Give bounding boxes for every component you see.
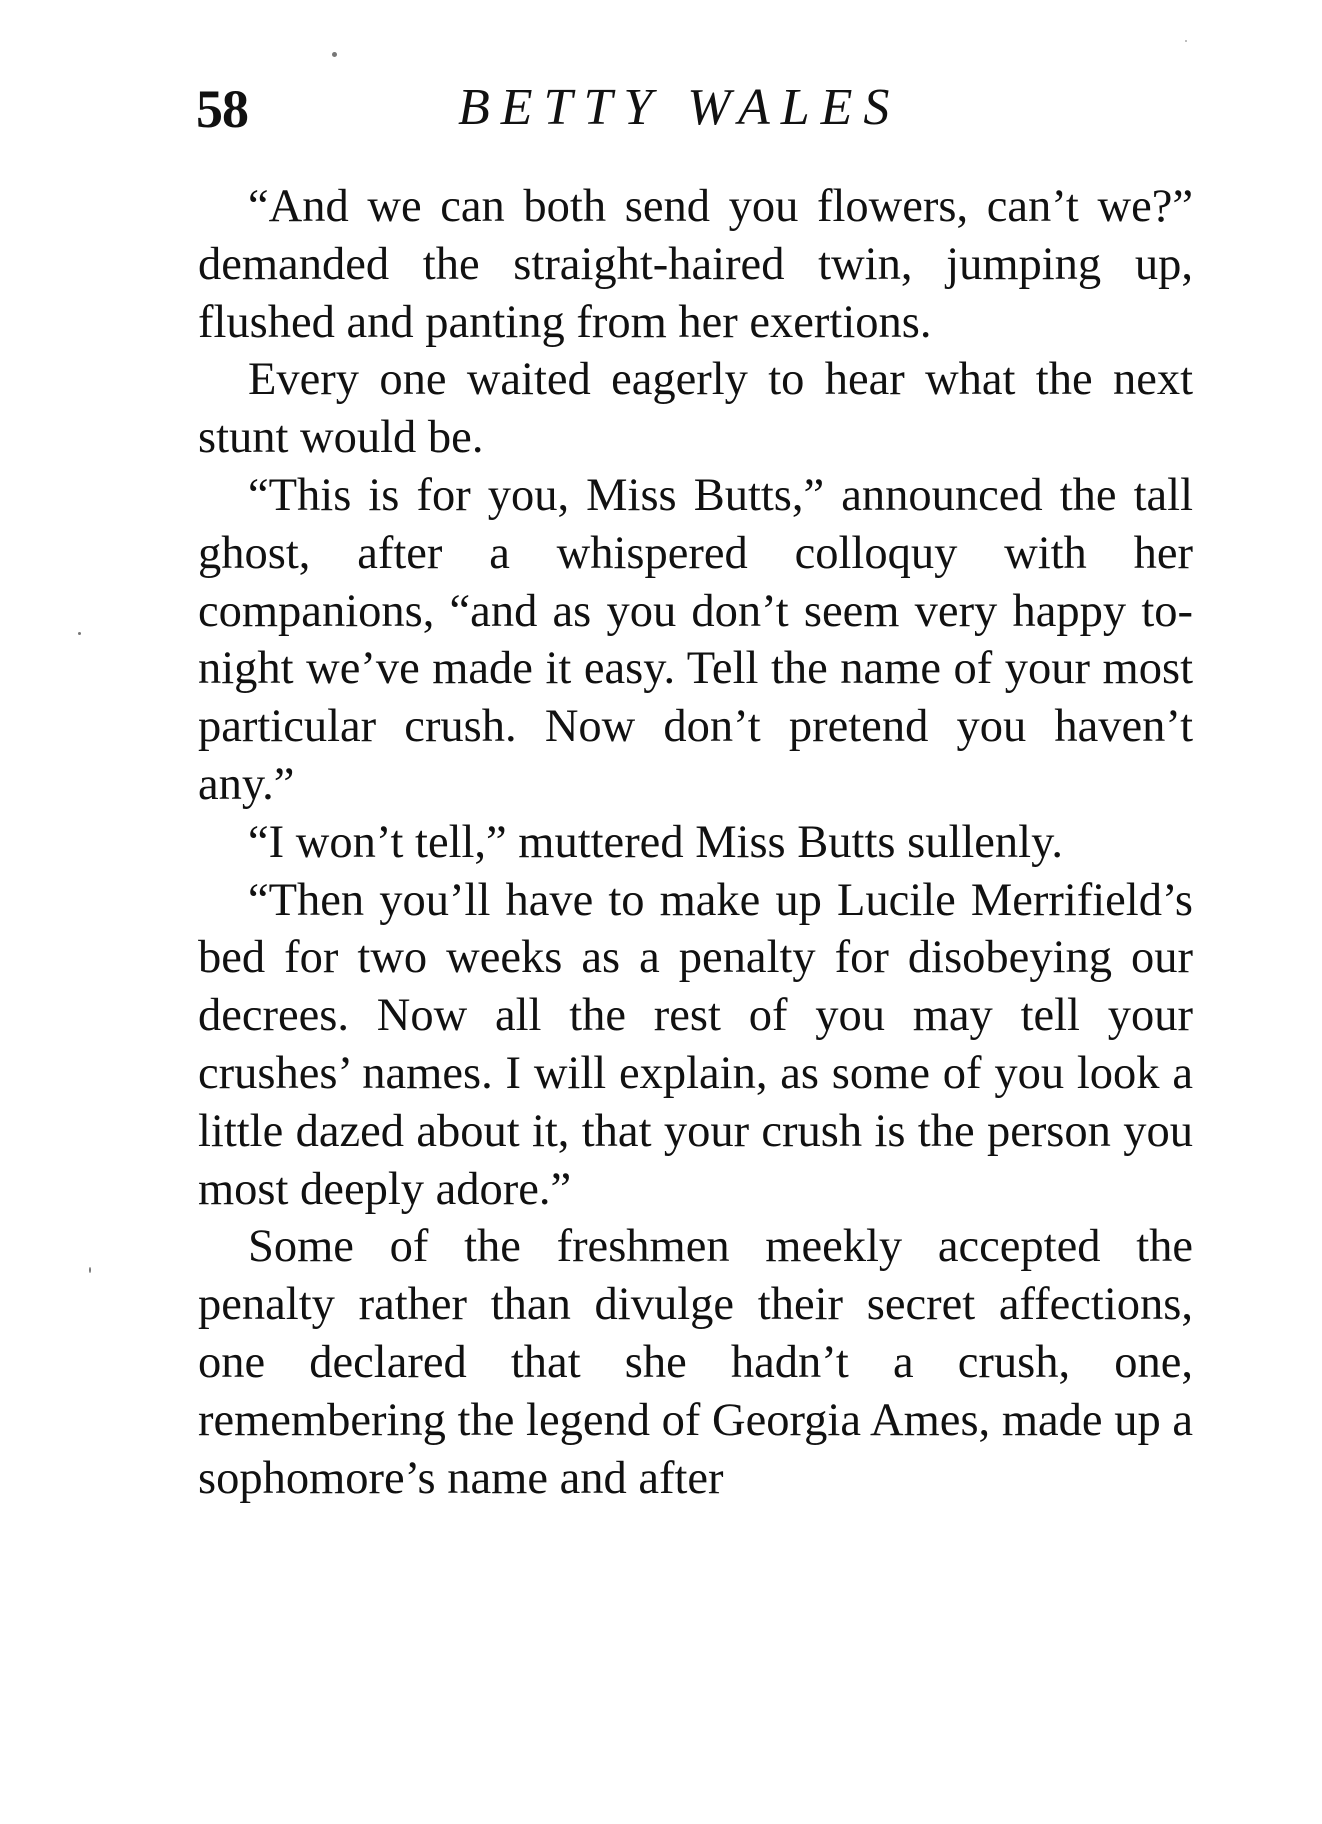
paragraph: Some of the freshmen meekly accepted the penalty rather than divulge their secret affections, one declared that she hadn’t a crush, one, remembering the legend of Georgia Ames, made up a sophomore’s name and after xyxy=(198,1221,1193,1504)
running-title: BETTY WALES xyxy=(458,79,901,136)
page-number: 58 xyxy=(196,79,248,139)
print-speck xyxy=(332,52,337,57)
paragraph: “Then you’ll have to make up Lucile Merrifield’s bed for two weeks as a penalty for disobeying our decrees. Now all the rest of you may tell your crushes’ names. I will explain, as some of you look a little dazed about it, that your crush is the person you most deeply adore.” xyxy=(198,874,1193,1215)
paragraph: “This is for you, Miss Butts,” announced the tall ghost, after a whispered colloquy with her companions, “and as you don’t seem very happy to-night we’ve made it easy. Tell the name of your most particular crush. Now don’t pretend you haven’t any.” xyxy=(198,469,1193,810)
print-speck xyxy=(1185,40,1187,42)
print-speck xyxy=(78,632,81,635)
paragraph: Every one waited eagerly to hear what the next stunt would be. xyxy=(198,354,1193,464)
page-header xyxy=(196,70,1196,150)
paragraph: “And we can both send you flowers, can’t we?” demanded the straight-haired twin, jumping up, flushed and panting from her exertions. xyxy=(198,181,1193,348)
paragraph: “I won’t tell,” muttered Miss Butts sullenly. xyxy=(248,816,1063,868)
body-text xyxy=(198,178,1193,1507)
print-speck xyxy=(89,1267,91,1273)
